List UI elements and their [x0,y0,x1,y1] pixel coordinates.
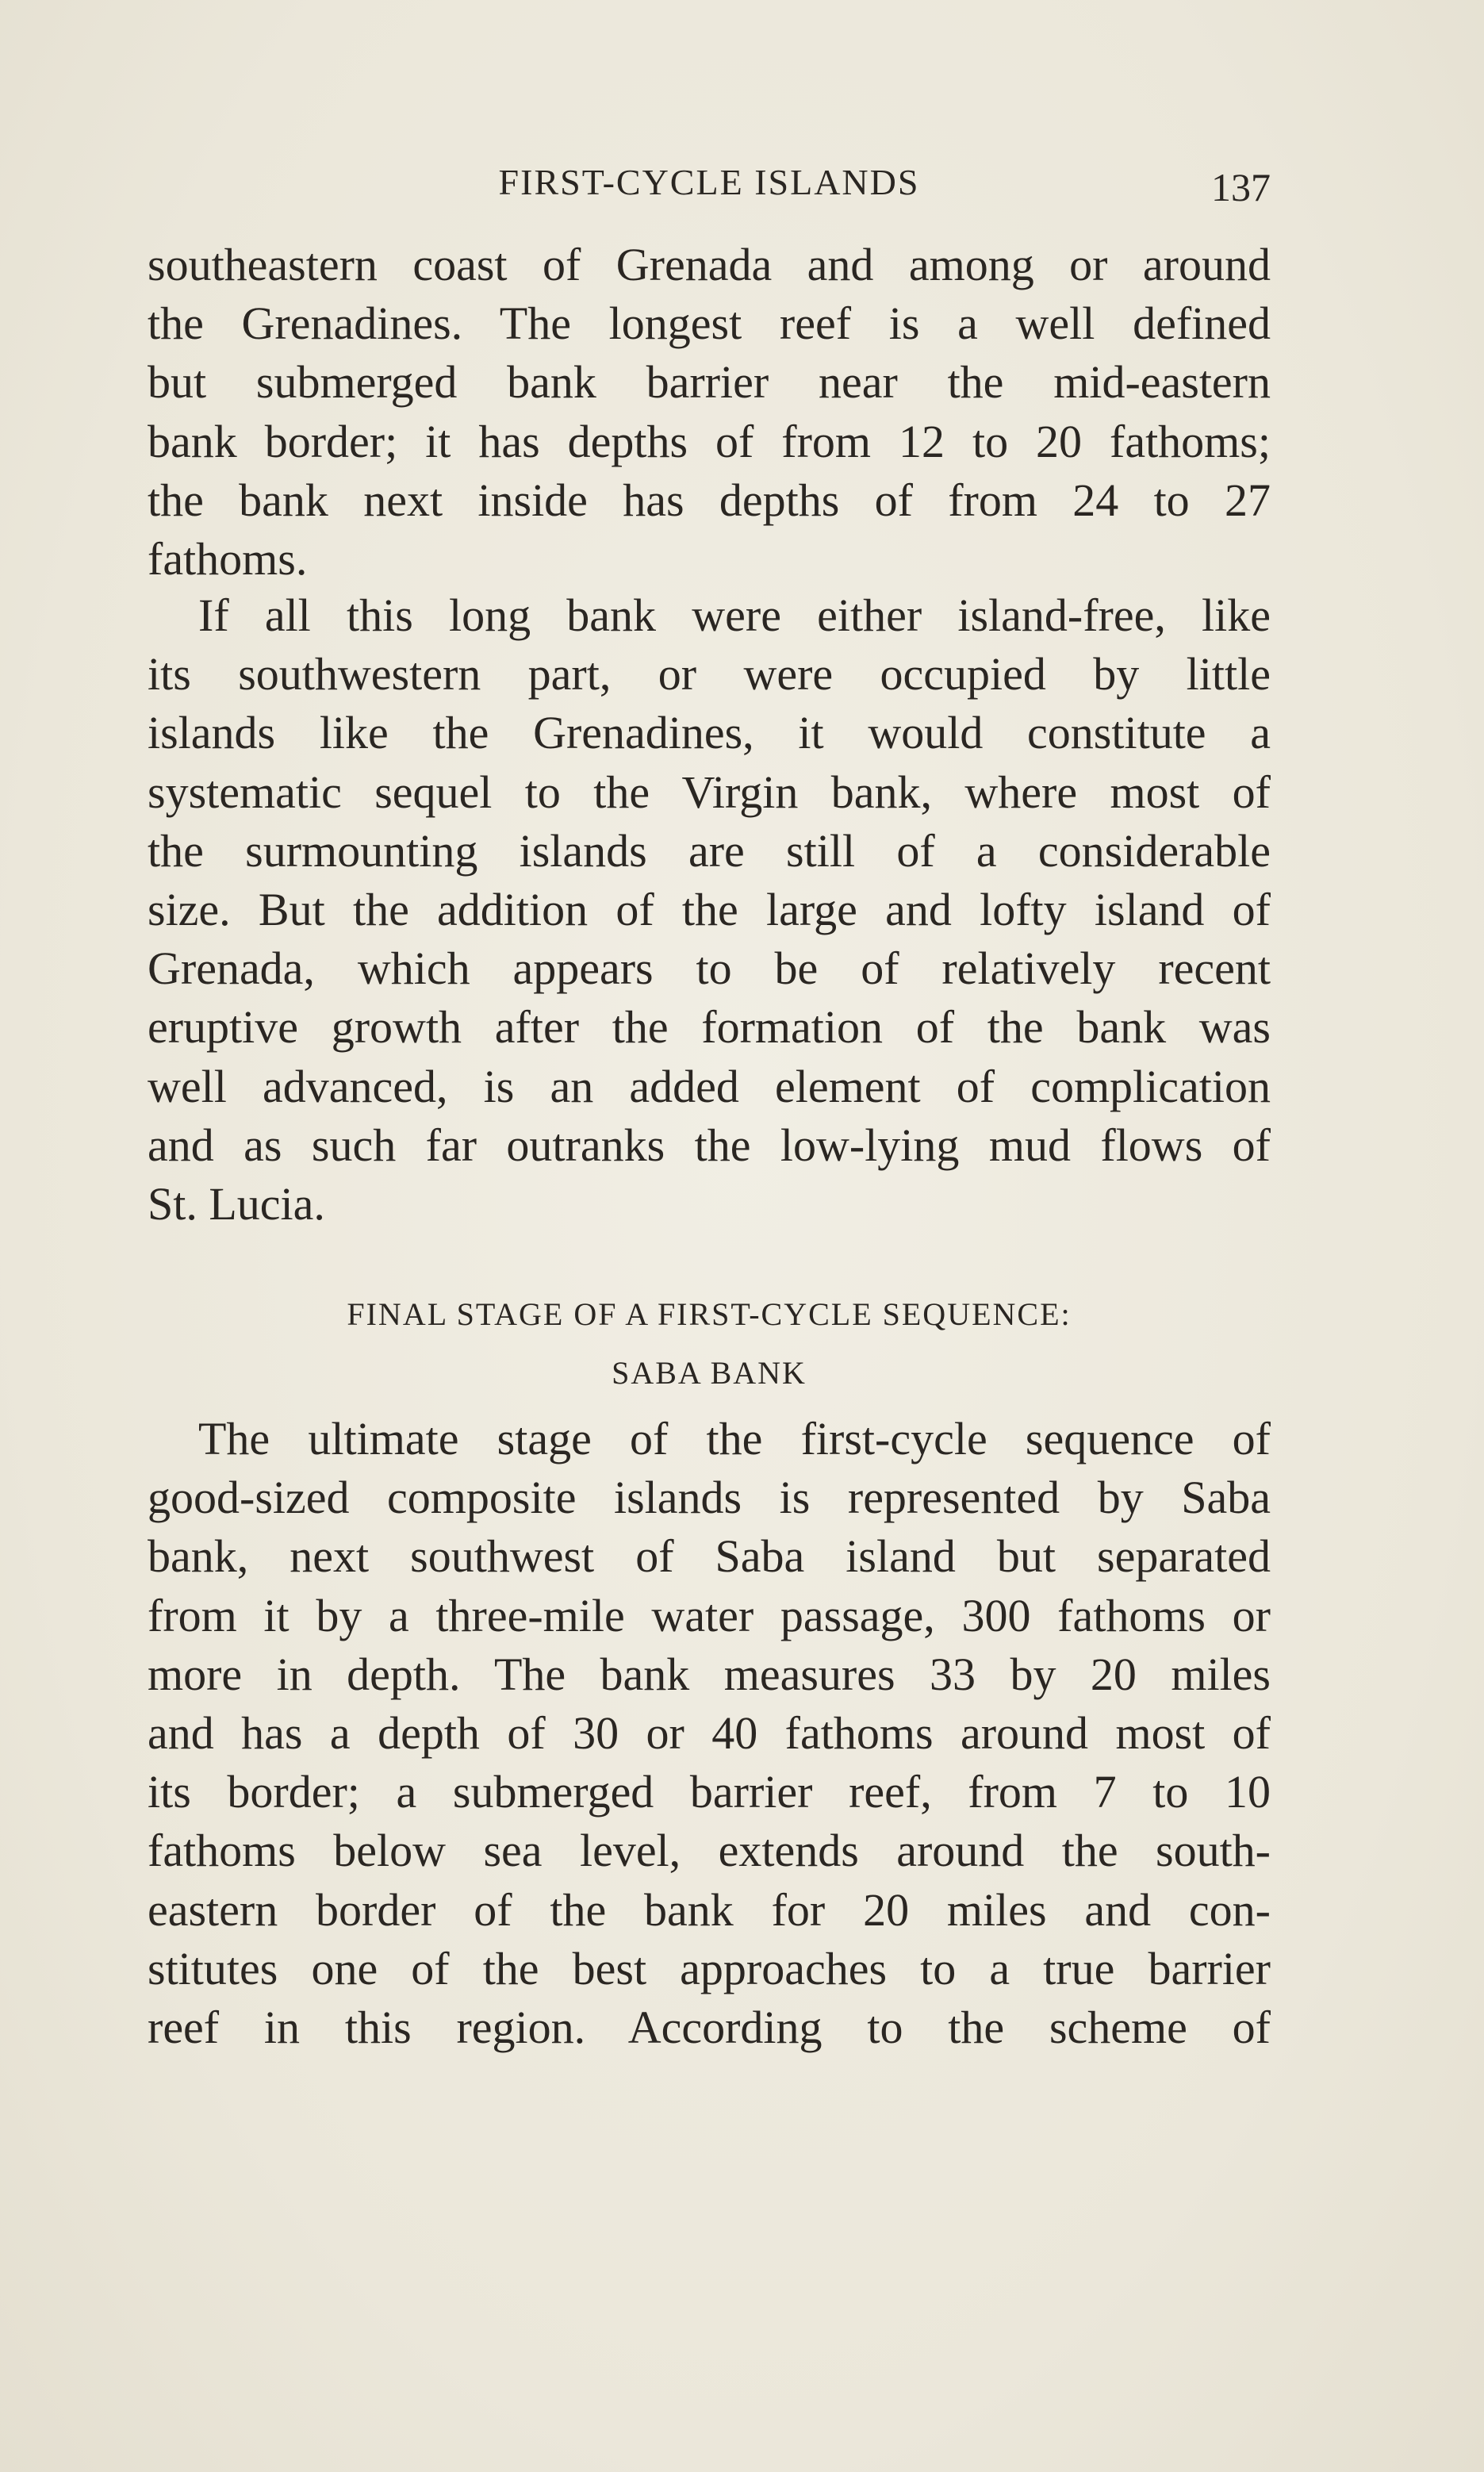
text-line: size. But the addition of the large and lofty island of [148,884,1271,936]
text-line: bank border; it has depths of from 12 to 20 fathoms; [148,415,1271,467]
text-line: the surmounting islands are still of a considerable [148,824,1271,877]
paragraph-2 [148,586,1271,1234]
text-line: islands like the Grenadines, it would constitute a [148,707,1271,759]
text-line: reef in this region. According to the scheme of [148,2002,1271,2054]
paragraph-3 [148,1410,1271,2057]
text-line: fathoms. [148,533,308,585]
text-line: from it by a three-mile water passage, 300 fathoms or [148,1589,1271,1641]
text-line: and has a depth of 30 or 40 fathoms around most of [148,1707,1271,1760]
text-line: If all this long bank were either island-free, like [198,589,1271,641]
text-line: the bank next inside has depths of from 24 to 27 [148,474,1271,526]
text-line: but submerged bank barrier near the mid-eastern [148,356,1271,409]
section-heading-line-2: SABA BANK [612,1355,807,1391]
text-line: bank, next southwest of Saba island but separated [148,1530,1271,1583]
running-title: FIRST-CYCLE ISLANDS [498,162,920,202]
running-head [148,159,1271,209]
text-line: and as such far outranks the low-lying mud flows of [148,1119,1271,1171]
section-heading [148,1285,1271,1403]
text-line: well advanced, is an added element of complication [148,1060,1271,1112]
page-number: 137 [1211,165,1271,209]
text-line: stitutes one of the best approaches to a true barrier [148,1942,1271,1994]
text-line: eruptive growth after the formation of the bank was [148,1001,1271,1054]
text-line: eastern border of the bank for 20 miles and con- [148,1883,1271,1936]
text-line: Grenada, which appears to be of relatively recent [148,942,1271,995]
text-line: southeastern coast of Grenada and among or around [148,239,1271,290]
text-line: its border; a submerged barrier reef, from 7 to 10 [148,1766,1271,1818]
text-line: fathoms below sea level, extends around the south- [148,1825,1271,1877]
text-line: good-sized composite islands is represented by Saba [148,1472,1271,1524]
text-line: its southwestern part, or were occupied by little [148,648,1271,701]
section-heading-line-1: FINAL STAGE OF A FIRST-CYCLE SEQUENCE: [347,1296,1072,1332]
text-line: the Grenadines. The longest reef is a well defined [148,297,1271,350]
text-line: systematic sequel to the Virgin bank, where most of [148,766,1271,818]
text-line: St. Lucia. [148,1178,325,1230]
text-line: The ultimate stage of the first-cycle sequence of [198,1413,1271,1464]
paragraph-1 [148,236,1271,589]
text-line: more in depth. The bank measures 33 by 20 miles [148,1648,1271,1700]
